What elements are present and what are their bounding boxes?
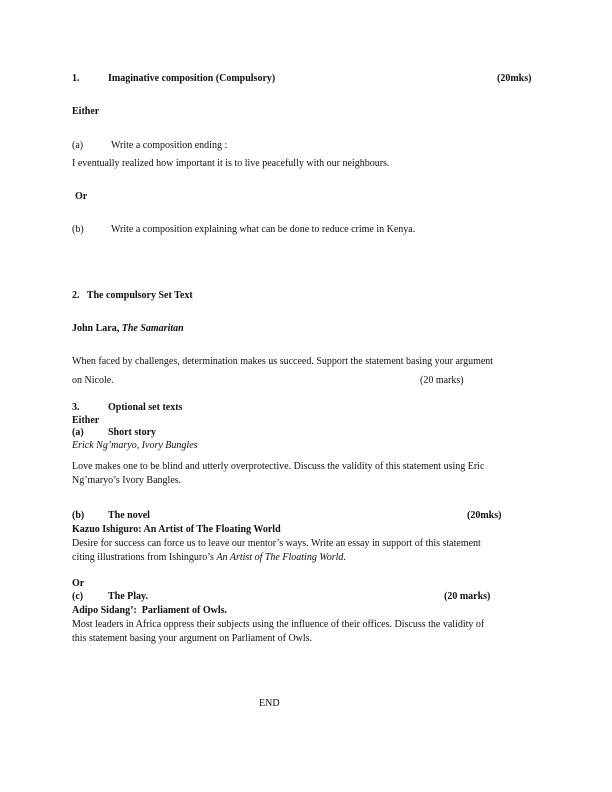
q2-heading: 2. The compulsory Set Text — [72, 290, 193, 301]
end-marker: END — [259, 698, 280, 709]
q1-b-label: (b) — [72, 224, 84, 235]
q2-set-text — [72, 323, 184, 335]
q2-book-title: The Samaritan — [121, 323, 184, 334]
q3-c-question-line-2: this statement basing your argument on Parliament of Owls. — [72, 633, 313, 644]
q3-a-question-line-1: Love makes one to be blind and utterly overprotective. Discuss the validity of this statement using Eric — [72, 461, 485, 472]
q3-title: Optional set texts — [108, 402, 183, 413]
q3-c-marks: (20 marks) — [444, 591, 491, 602]
q3-a-question-line-2: Ng’maryo’s Ivory Bangles. — [72, 475, 182, 486]
q2-author: John Lara, — [72, 323, 122, 334]
q1-title: Imaginative composition (Compulsory) — [108, 73, 276, 84]
q2-marks: (20 marks) — [420, 375, 464, 386]
q1-a-sentence: I eventually realized how important it is to live peacefully with our neighbours. — [72, 158, 390, 169]
q1-a-label: (a) — [72, 140, 84, 151]
q3-either: Either — [72, 415, 100, 426]
q3-number: 3. — [72, 402, 80, 413]
q3-b-book-title: An Artist of The Floating World — [216, 552, 344, 563]
q3-c-label: (c) — [72, 591, 84, 602]
q1-marks: (20mks) — [497, 73, 532, 84]
q3-or: Or — [72, 578, 85, 589]
q3-b-line2-suffix: . — [343, 552, 346, 563]
q1-a-instruction: Write a composition ending : — [111, 140, 228, 151]
q3-b-question-line-2 — [72, 552, 346, 564]
q3-a-label: (a) — [72, 427, 84, 438]
q1-either: Either — [72, 106, 100, 117]
q1-or: Or — [75, 191, 88, 202]
q3-b-source: Kazuo Ishiguro: An Artist of The Floating World — [72, 524, 281, 535]
q3-b-label: (b) — [72, 510, 85, 521]
q1-number: 1. — [72, 73, 80, 84]
q3-b-marks: (20mks) — [467, 510, 502, 521]
q3-c-question-line-1: Most leaders in Africa oppress their subjects using the influence of their offices. Discuss the validity of — [72, 619, 485, 630]
q2-question-line-1: When faced by challenges, determination makes us succeed. Support the statement basing your argument — [72, 356, 494, 367]
q2-question-line-2: on Nicole. — [72, 375, 114, 386]
q3-c-title: The Play. — [108, 591, 149, 602]
q3-b-title: The novel — [108, 510, 150, 521]
q3-a-source: Erick Ng’maryo, Ivory Bungles — [72, 440, 198, 451]
q1-b-instruction: Write a composition explaining what can be done to reduce crime in Kenya. — [111, 224, 416, 235]
q3-b-line2-prefix: citing illustrations from Ishinguro’s — [72, 552, 217, 563]
q3-a-title: Short story — [108, 427, 157, 438]
q3-c-source: Adipo Sidang’: Parliament of Owls. — [72, 605, 228, 616]
q3-b-question-line-1: Desire for success can force us to leave our mentor’s ways. Write an essay in support of this statement — [72, 538, 481, 549]
